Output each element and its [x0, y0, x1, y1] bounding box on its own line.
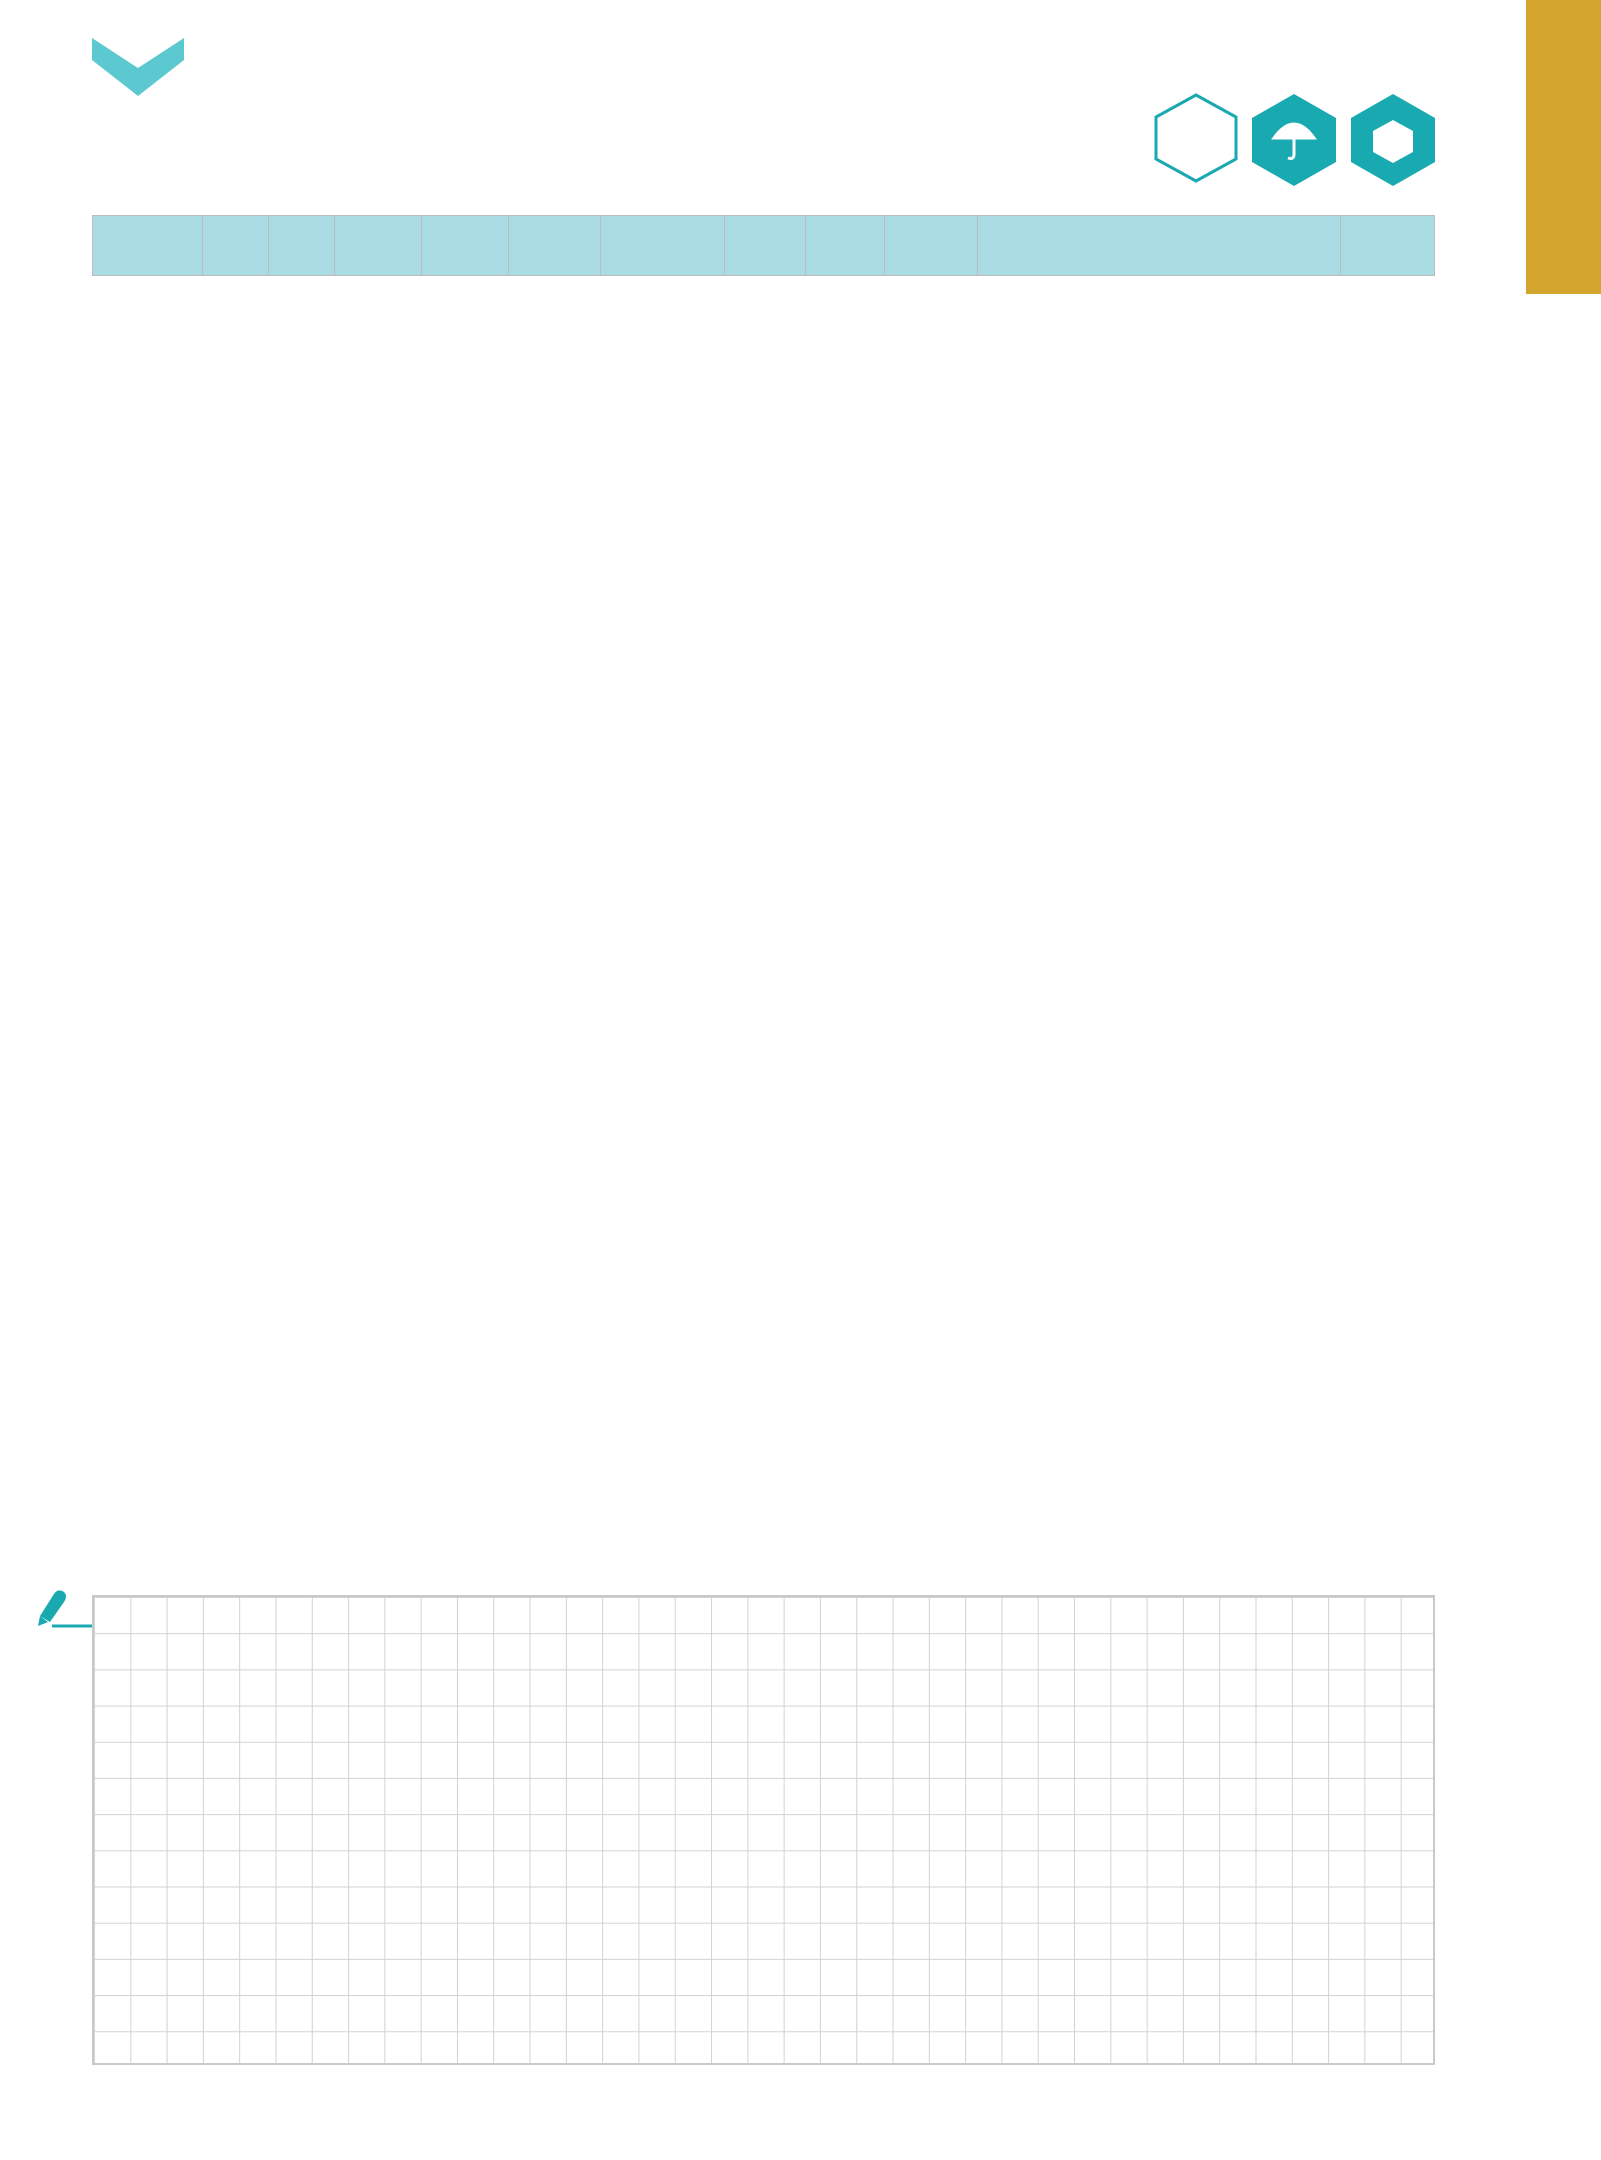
header-pallet [806, 216, 885, 276]
notes-grid [92, 1595, 1435, 2065]
header-dims [335, 216, 422, 276]
product-table [92, 215, 1435, 276]
header-height [269, 216, 335, 276]
dap-badge [1250, 92, 1338, 188]
layout-plan-qr-icon[interactable] [1170, 1186, 1286, 1302]
header-surface [1341, 216, 1435, 276]
header-unit [422, 216, 509, 276]
header-name [93, 216, 203, 276]
catalog-page-badge[interactable] [1150, 92, 1242, 184]
header-layer [725, 216, 806, 276]
table-header-row [93, 216, 1435, 276]
header-code [203, 216, 269, 276]
header-weight [509, 216, 601, 276]
chevron-logo-icon [92, 38, 184, 96]
class-c-badge [1349, 92, 1437, 188]
header-pack-weight [885, 216, 978, 276]
side-tab [1526, 0, 1601, 294]
header-colors [978, 216, 1341, 276]
hexagon-outline-icon [1150, 92, 1242, 184]
header-consumption [601, 216, 725, 276]
pen-icon [36, 1586, 94, 1632]
tech-sheet-qr-icon[interactable] [1322, 1186, 1438, 1302]
